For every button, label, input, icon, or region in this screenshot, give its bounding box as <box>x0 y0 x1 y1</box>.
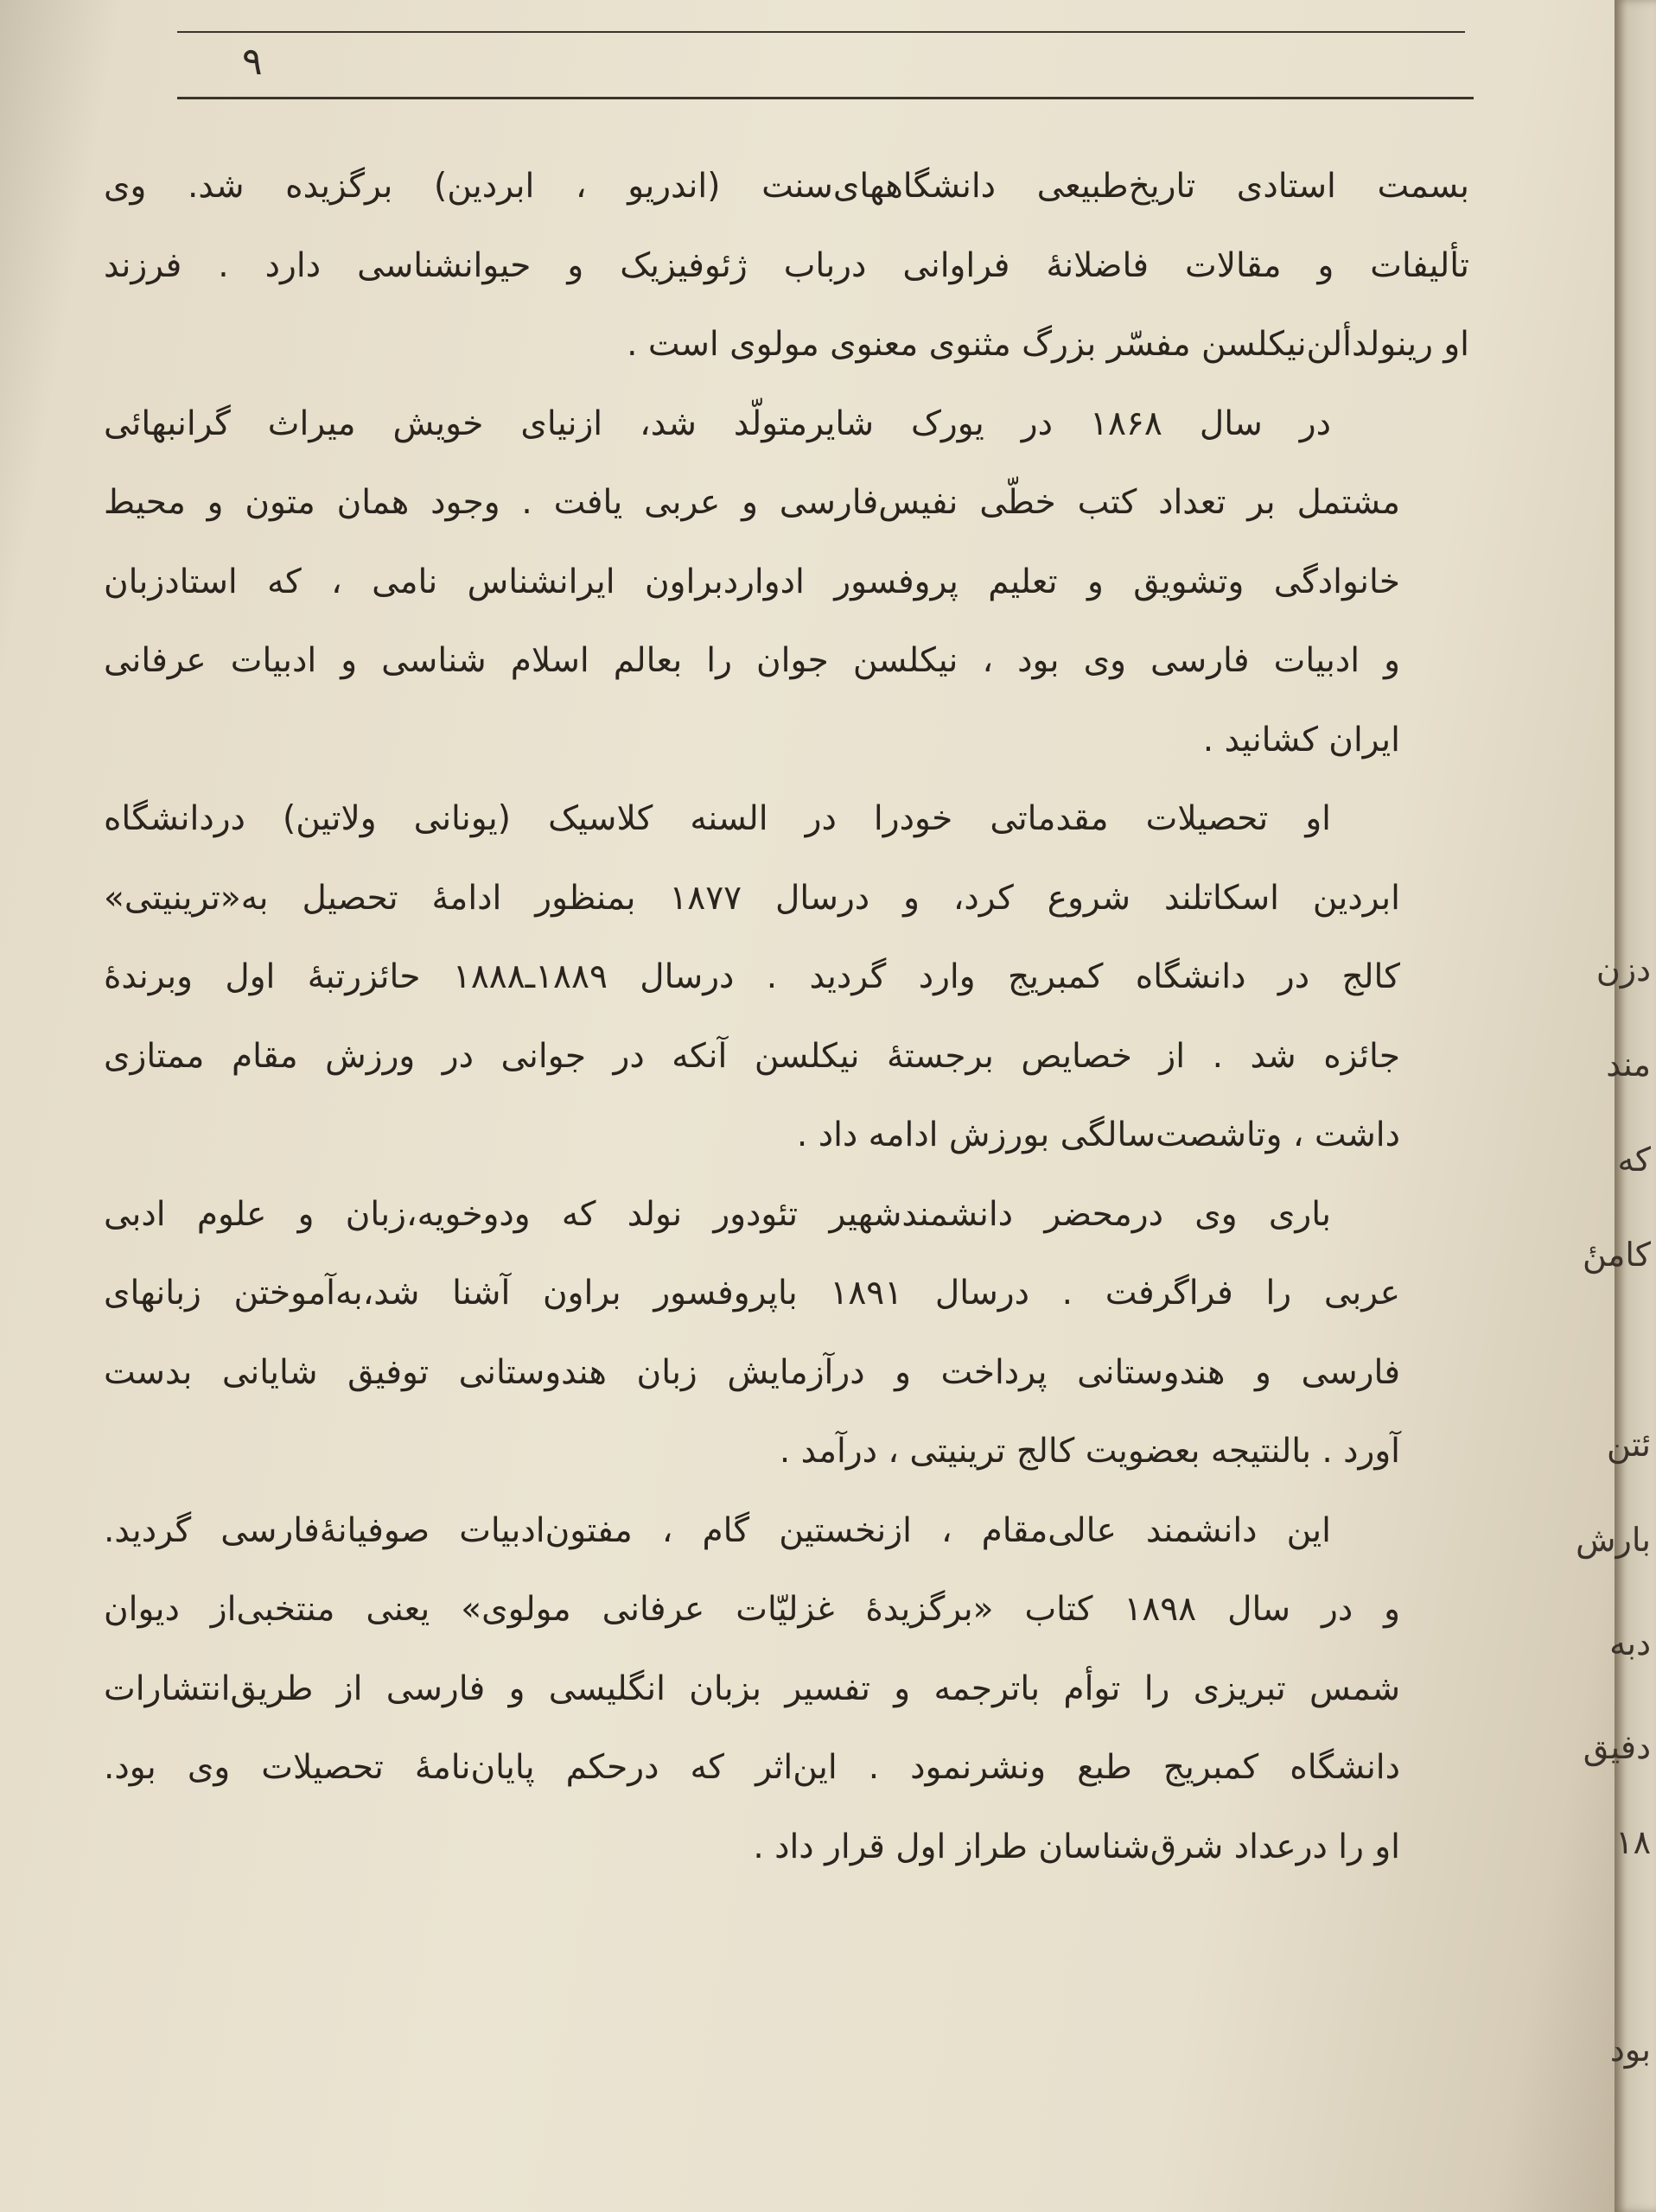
text-line: داشت ، وتاشصت‌سالگی بورزش ادامه داد . <box>796 1116 1400 1154</box>
text-line: او تحصیلات مقدماتی خودرا در السنه کلاسیک (یونانی ولاتین) دردانشگاه <box>104 799 1331 838</box>
text-line: او را درعداد شرق‌شناسان طراز اول قرار داد . <box>753 1827 1400 1866</box>
paragraph <box>104 1491 1469 1887</box>
text-line: شمس تبریزی را توأم باترجمه و تفسیر بزبان انگلیسی و فارسی از طریق‌انتشارات <box>104 1669 1400 1708</box>
next-page-fragment: بود <box>1609 2031 1651 2069</box>
text-line: تألیفات و مقالات فاضلانهٔ فراوانی درباب ژئوفیزیک و حیوانشناسی دارد . فرزند <box>104 245 1469 285</box>
text-line: خانوادگی وتشویق و تعلیم پروفسور ادواردبراون ایرانشناس نامی ، که استادزبان <box>104 562 1400 601</box>
text-line: ایران کشانید . <box>1202 720 1400 760</box>
next-page-fragment: دفیق <box>1583 1728 1651 1766</box>
next-page-fragment: ۱۸ <box>1615 1823 1651 1861</box>
next-page-edge <box>1576 0 1656 2212</box>
next-page-fragment: ئتن <box>1607 1426 1651 1464</box>
header-rule-bottom <box>177 97 1474 99</box>
page-number: ۹ <box>242 40 263 84</box>
text-line: کالج در دانشگاه کمبریج وارد گردید . درسال ۱۸۸۹ـ۱۸۸۸ حائزرتبهٔ اول وبرندهٔ <box>104 957 1400 996</box>
next-page-fragment: دزن <box>1595 950 1651 988</box>
paragraph <box>104 385 1469 780</box>
paragraph <box>104 147 1469 385</box>
text-line: آورد . بالنتیجه بعضویت کالج ترینیتی ، درآمد . <box>779 1432 1400 1471</box>
text-line: جائزه شد . از خصایص برجستهٔ نیکلسن آنکه در جوانی در ورزش مقام ممتازی <box>104 1036 1400 1076</box>
text-line: بسمت استادی تاریخ‌طبیعی دانشگاههای‌سنت (اندریو ، ابردین) برگزیده شد. وی <box>104 167 1469 206</box>
text-line: ابردین اسکاتلند شروع کرد، و درسال ۱۸۷۷ بمنظور ادامهٔ تحصیل به«ترینیتی» <box>104 878 1400 918</box>
text-line: عربی را فراگرفت . درسال ۱۸۹۱ باپروفسور براون آشنا شد،به‌آموختن زبانهای <box>104 1274 1400 1313</box>
text-line: مشتمل بر تعداد کتب خطّی نفیس‌فارسی و عربی یافت . وجود همان متون و محیط <box>104 483 1400 522</box>
next-page-fragment: بارش <box>1576 1521 1651 1559</box>
header-rule-top <box>177 31 1465 33</box>
text-line: و ادبیات فارسی وی بود ، نیکلسن جوان را بعالم اسلام شناسی و ادبیات عرفانی <box>104 641 1400 680</box>
paragraph <box>104 1175 1469 1491</box>
text-line: باری وی درمحضر دانشمندشهیر تئودور نولد که ودوخویه،زبان و علوم ادبی <box>104 1194 1331 1234</box>
paragraph <box>104 779 1469 1175</box>
next-page-fragment: کامنٔ <box>1583 1236 1651 1274</box>
next-page-fragment: که <box>1617 1141 1651 1179</box>
text-line: و در سال ۱۸۹۸ کتاب «برگزیدهٔ غزلیّات عرفانی مولوی» یعنی منتخبی‌از دیوان <box>104 1590 1400 1629</box>
text-line: دانشگاه کمبریج طبع ونشرنمود . این‌اثر که درحکم پایان‌نامهٔ تحصیلات وی بود. <box>104 1748 1400 1787</box>
text-line: او رینولدألن‌نیکلسن مفسّر بزرگ مثنوی معنوی مولوی است . <box>627 325 1469 364</box>
text-line: فارسی و هندوستانی پرداخت و درآزمایش زبان هندوستانی توفیق شایانی بدست <box>104 1352 1400 1392</box>
body-text <box>104 147 1469 1886</box>
text-line: در سال ۱۸۶۸ در یورک شایرمتولّد شد، ازنیای خویش میراث گرانبهائی <box>104 404 1331 443</box>
next-page-fragment: مند <box>1606 1046 1651 1084</box>
text-line: این دانشمند عالی‌مقام ، ازنخستین گام ، مفتون‌ادبیات صوفیانهٔ‌فارسی گردید. <box>104 1510 1331 1550</box>
next-page-fragment: دبه <box>1609 1624 1651 1662</box>
